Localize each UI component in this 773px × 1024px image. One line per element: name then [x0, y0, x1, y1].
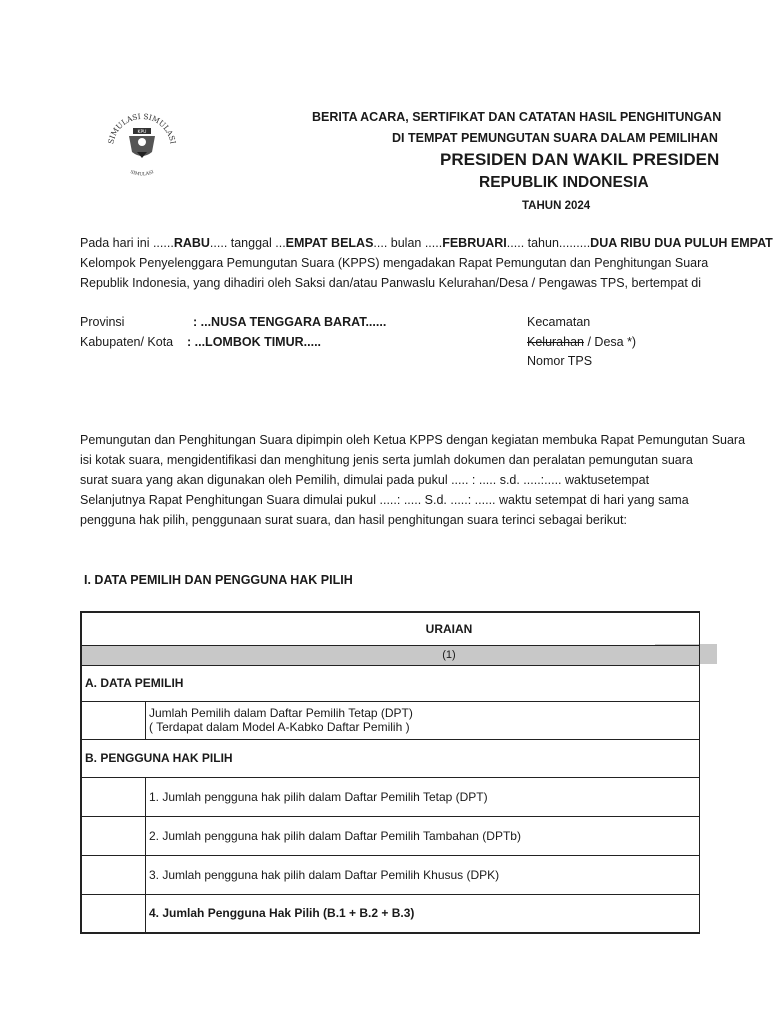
b3-label: 3. Jumlah pengguna hak pilih dalam Daftar Pemilih Khusus (DPK) — [146, 855, 700, 894]
intro-paragraph — [80, 233, 773, 293]
svg-text:SIMULASI: SIMULASI — [129, 170, 155, 178]
row-number-cell — [81, 701, 146, 739]
kelurahan-label: Kelurahan — [527, 335, 584, 349]
section-title: I. DATA PEMILIH DAN PENGGUNA HAK PILIH — [84, 573, 353, 587]
table-column-number: (1) — [81, 645, 700, 665]
procedure-line-4: Selanjutnya Rapat Penghitungan Suara dimulai pukul .....: ..... S.d. .....: ...... waktu setempat di hari yang sama — [80, 493, 689, 507]
header-year: TAHUN 2024 — [522, 200, 591, 212]
kabupaten-label: Kabupaten/ Kota — [80, 335, 174, 349]
header-line-4: REPUBLIK INDONESIA — [479, 174, 649, 191]
svg-text:SIMULASI SIMULASI: SIMULASI SIMULASI — [106, 111, 178, 145]
table-row — [81, 739, 700, 777]
table-row — [81, 816, 700, 855]
dpt-count-label: Jumlah Pemilih dalam Daftar Pemilih Tetap (DPT) ( Terdapat dalam Model A-Kabko Daftar Pemilih ) — [146, 701, 700, 739]
provinsi-value: : ...NUSA TENGGARA BARAT...... — [193, 315, 387, 329]
b1-label: 1. Jumlah pengguna hak pilih dalam Daftar Pemilih Tetap (DPT) — [146, 777, 700, 816]
kecamatan-label: Kecamatan — [527, 315, 591, 329]
table-row — [81, 777, 700, 816]
table-row — [81, 855, 700, 894]
header-line-1: BERITA ACARA, SERTIFIKAT DAN CATATAN HASIL PENGHITUNGAN — [312, 110, 722, 124]
table-number-row — [81, 645, 700, 665]
section-b-label: B. PENGGUNA HAK PILIH — [81, 739, 700, 777]
table-row — [81, 894, 700, 933]
kabupaten-value: : ...LOMBOK TIMUR..... — [187, 335, 322, 349]
b2-label: 2. Jumlah pengguna hak pilih dalam Daftar Pemilih Tambahan (DPTb) — [146, 816, 700, 855]
table-row — [81, 701, 700, 739]
intro-line-3: Republik Indonesia, yang dihadiri oleh Saksi dan/atau Panwaslu Kelurahan/Desa / Pengawas TPS, bertempat di — [80, 276, 701, 290]
month-value: FEBRUARI — [442, 236, 507, 250]
tps-label: Nomor TPS — [527, 354, 593, 368]
procedure-line-2: isi kotak suara, mengidentifikasi dan menghitung jenis serta jumlah dokumen dan peralatan pemungutan suara — [80, 453, 693, 467]
year-value: DUA RIBU DUA PULUH EMPAT — [590, 236, 773, 250]
kelurahan-desa-label — [527, 335, 636, 349]
procedure-line-5: pengguna hak pilih, penggunaan surat suara, dan hasil penghitungan suara terinci sebagai berikut: — [80, 513, 627, 527]
desa-label: / Desa *) — [584, 335, 637, 349]
table-row — [81, 665, 700, 701]
row-number-cell — [81, 855, 146, 894]
header-line-2: DI TEMPAT PEMUNGUTAN SUARA DALAM PEMILIHAN — [392, 131, 718, 145]
day-value: RABU — [173, 236, 210, 250]
procedure-line-3: surat suara yang akan digunakan oleh Pemilih, dimulai pada pukul ..... : ..... s.d. .....:..... waktusetempat — [80, 473, 650, 487]
provinsi-label: Provinsi — [80, 315, 125, 329]
date-value: EMPAT BELAS — [285, 236, 374, 250]
section-a-label: A. DATA PEMILIH — [81, 665, 700, 701]
procedure-paragraph — [80, 430, 745, 530]
intro-line-2: Kelompok Penyelenggara Pemungutan Suara (KPPS) mengadakan Rapat Pemungutan dan Penghitungan Suara — [80, 256, 709, 270]
b4-total-label: 4. Jumlah Pengguna Hak Pilih (B.1 + B.2 + B.3) — [146, 894, 700, 933]
header-line-3: PRESIDEN DAN WAKIL PRESIDEN — [440, 150, 720, 169]
kpu-simulation-logo-icon — [103, 108, 181, 186]
row-number-cell — [81, 894, 146, 933]
row-number-cell — [81, 816, 146, 855]
intro-line-1: Pada hari ini ......RABU..... tanggal ...EMPAT BELAS.... bulan .....FEBRUARI..... tahun.........DUA RIBU DUA PULUH EMPAT — [80, 236, 773, 250]
table-header-row — [81, 612, 700, 645]
row-number-cell — [81, 777, 146, 816]
procedure-line-1: Pemungutan dan Penghitungan Suara dipimpin oleh Ketua KPPS dengan kegiatan membuka Rapat Pemungutan Suara — [80, 433, 746, 447]
table-header-uraian: URAIAN — [81, 612, 700, 645]
svg-text:KPU: KPU — [137, 130, 147, 135]
voter-data-table — [80, 611, 700, 934]
